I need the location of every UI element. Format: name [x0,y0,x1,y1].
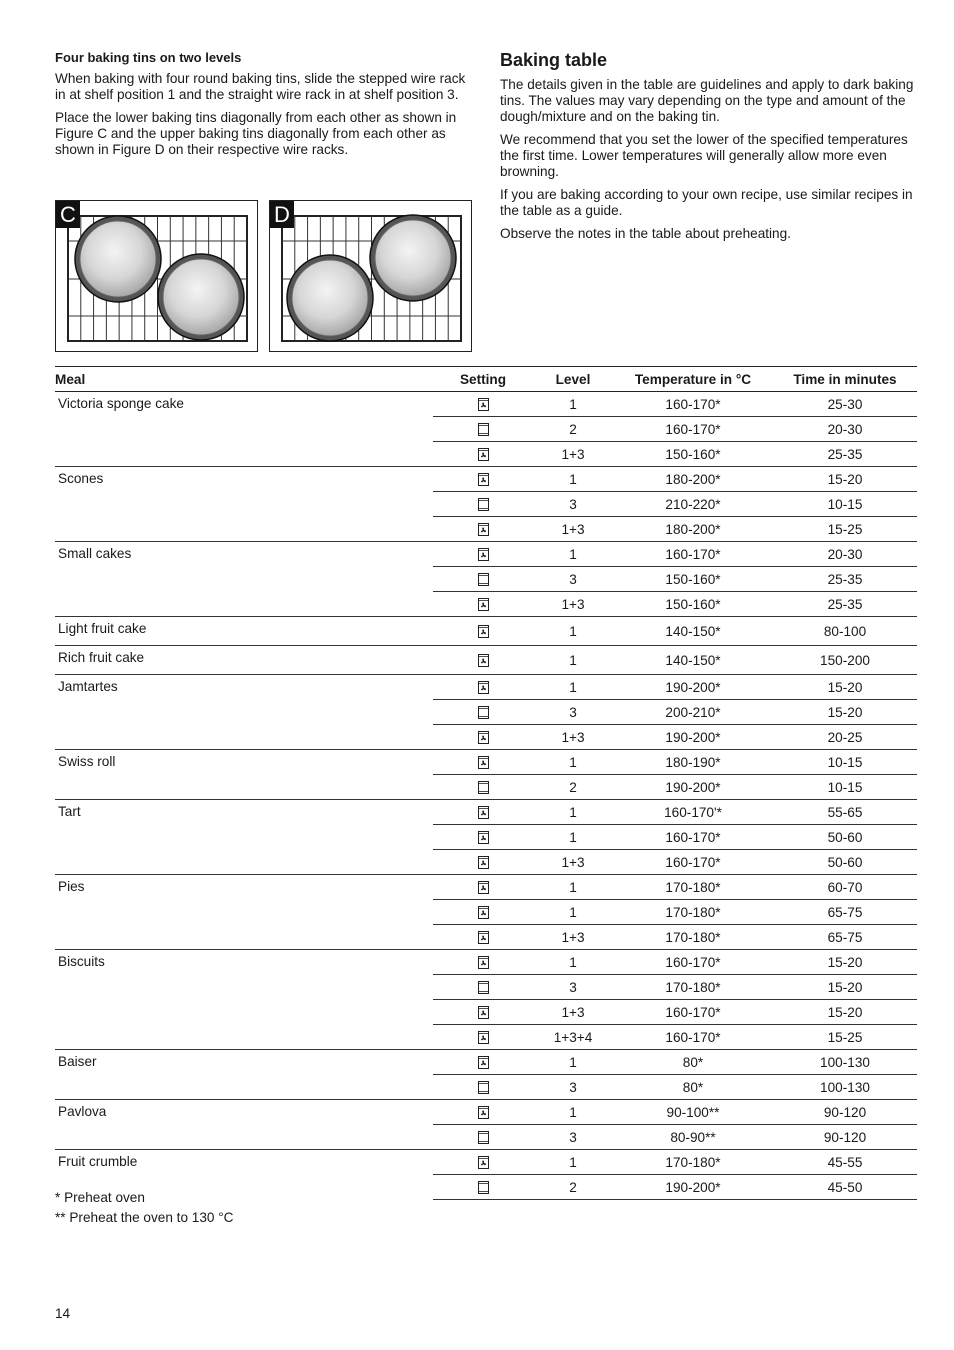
setting-cell [433,925,533,950]
time-cell: 15-20 [773,950,917,975]
meal-cell: Jamtartes [55,675,433,750]
level-cell: 1 [533,825,613,850]
level-cell: 1 [533,675,613,700]
time-cell: 15-20 [773,467,917,492]
footnote: * Preheat oven [55,1190,145,1205]
setting-cell [433,800,533,825]
top-bottom-heat-icon [478,706,489,719]
temperature-cell: 80* [613,1050,773,1075]
setting-cell [433,1025,533,1050]
baking-tin-base [163,259,239,335]
fan-icon [478,956,489,969]
fan-icon [478,598,489,611]
setting-cell [433,1175,533,1200]
figure-c [55,200,258,352]
level-cell: 2 [533,1175,613,1200]
time-cell: 150-200 [773,646,917,675]
top-bottom-heat-icon [478,423,489,436]
fan-icon [478,681,489,694]
temperature-cell: 160-170* [613,1025,773,1050]
level-cell: 1 [533,1150,613,1175]
temperature-cell: 180-190* [613,750,773,775]
time-cell: 45-55 [773,1150,917,1175]
level-cell: 2 [533,775,613,800]
page-title: Baking table [500,50,608,70]
temperature-cell: 170-180* [613,900,773,925]
temperature-cell: 160-170* [613,542,773,567]
temperature-cell: 150-160* [613,592,773,617]
temperature-cell: 160-170* [613,850,773,875]
fan-icon [478,1056,489,1069]
setting-cell [433,950,533,975]
time-cell: 20-25 [773,725,917,750]
level-cell: 1 [533,1050,613,1075]
top-bottom-heat-icon [478,1181,489,1194]
fan-icon [478,1031,489,1044]
time-cell: 25-35 [773,567,917,592]
table-row [55,646,917,675]
figure-label: D [270,201,294,228]
setting-cell [433,675,533,700]
setting-cell [433,1125,533,1150]
time-cell: 100-130 [773,1050,917,1075]
setting-cell [433,1100,533,1125]
table-row [55,675,917,700]
temperature-cell: 180-200* [613,467,773,492]
temperature-cell: 200-210* [613,700,773,725]
meal-cell: Tart [55,800,433,875]
paragraph: We recommend that you set the lower of the specified temperatures the first time. Lower temperatures will generally allow more even browning. [500,132,908,179]
fan-icon [478,1106,489,1119]
table-row [55,875,917,900]
setting-cell [433,825,533,850]
level-cell: 3 [533,567,613,592]
time-cell: 15-25 [773,1025,917,1050]
fan-icon [478,398,489,411]
top-bottom-heat-icon [478,981,489,994]
temperature-cell: 190-200* [613,775,773,800]
temperature-cell: 190-200* [613,675,773,700]
fan-icon [478,1156,489,1169]
level-cell: 3 [533,492,613,517]
level-cell: 1 [533,617,613,646]
time-cell: 45-50 [773,1175,917,1200]
fan-icon [478,523,489,536]
setting-cell [433,567,533,592]
setting-cell [433,1150,533,1175]
section-heading: Four baking tins on two levels [55,50,242,65]
setting-cell [433,850,533,875]
time-cell: 90-120 [773,1125,917,1150]
temperature-cell: 140-150* [613,646,773,675]
fan-icon [478,1006,489,1019]
temperature-cell: 150-160* [613,442,773,467]
fan-icon [478,806,489,819]
setting-cell [433,392,533,417]
time-cell: 10-15 [773,750,917,775]
table-row [55,800,917,825]
meal-cell: Pavlova [55,1100,433,1150]
time-cell: 60-70 [773,875,917,900]
baking-tin-base [292,260,368,336]
table-row [55,542,917,567]
header-time: Time in minutes [773,367,917,392]
right-column [500,50,920,249]
setting-cell [433,417,533,442]
temperature-cell: 150-160* [613,567,773,592]
figure-label: C [56,201,80,228]
temperature-cell: 180-200* [613,517,773,542]
time-cell: 50-60 [773,825,917,850]
time-cell: 25-35 [773,442,917,467]
temperature-cell: 160-170* [613,950,773,975]
fan-icon [478,831,489,844]
level-cell: 1+3 [533,592,613,617]
figure-d [269,200,472,352]
level-cell: 1+3 [533,517,613,542]
setting-cell [433,517,533,542]
rack-illustration-c [56,201,259,353]
meal-cell: Victoria sponge cake [55,392,433,467]
meal-cell: Light fruit cake [55,617,433,646]
time-cell: 10-15 [773,775,917,800]
meal-cell: Scones [55,467,433,542]
time-cell: 65-75 [773,925,917,950]
top-bottom-heat-icon [478,781,489,794]
time-cell: 15-20 [773,700,917,725]
time-cell: 25-35 [773,592,917,617]
level-cell: 1 [533,900,613,925]
level-cell: 3 [533,1075,613,1100]
level-cell: 2 [533,417,613,442]
setting-cell [433,900,533,925]
fan-icon [478,473,489,486]
temperature-cell: 160-170* [613,825,773,850]
setting-cell [433,1075,533,1100]
level-cell: 3 [533,700,613,725]
left-column [55,50,475,165]
paragraph: Observe the notes in the table about preheating. [500,226,791,241]
top-bottom-heat-icon [478,573,489,586]
paragraph: If you are baking according to your own recipe, use similar recipes in the table as a guide. [500,187,913,218]
meal-cell: Baiser [55,1050,433,1100]
fan-icon [478,654,489,667]
header-meal: Meal [55,367,433,392]
time-cell: 20-30 [773,542,917,567]
time-cell: 20-30 [773,417,917,442]
rack-illustration-d [270,201,473,353]
fan-icon [478,548,489,561]
level-cell: 1 [533,950,613,975]
baking-table [55,366,917,1200]
temperature-cell: 190-200* [613,725,773,750]
temperature-cell: 90-100** [613,1100,773,1125]
level-cell: 1 [533,800,613,825]
setting-cell [433,875,533,900]
meal-cell: Swiss roll [55,750,433,800]
time-cell: 100-130 [773,1075,917,1100]
fan-icon [478,731,489,744]
top-bottom-heat-icon [478,1131,489,1144]
fan-icon [478,448,489,461]
time-cell: 15-20 [773,1000,917,1025]
setting-cell [433,467,533,492]
temperature-cell: 160-170* [613,417,773,442]
fan-icon [478,856,489,869]
page-number: 14 [55,1306,71,1321]
level-cell: 1 [533,392,613,417]
time-cell: 25-30 [773,392,917,417]
setting-cell [433,1000,533,1025]
time-cell: 90-120 [773,1100,917,1125]
header-temperature: Temperature in °C [613,367,773,392]
temperature-cell: 80* [613,1075,773,1100]
level-cell: 1 [533,467,613,492]
level-cell: 1+3 [533,850,613,875]
level-cell: 1+3 [533,925,613,950]
level-cell: 1 [533,750,613,775]
meal-cell: Small cakes [55,542,433,617]
temperature-cell: 210-220* [613,492,773,517]
level-cell: 3 [533,1125,613,1150]
setting-cell [433,442,533,467]
temperature-cell: 170-180* [613,875,773,900]
temperature-cell: 190-200* [613,1175,773,1200]
setting-cell [433,725,533,750]
table-row [55,750,917,775]
setting-cell [433,617,533,646]
top-bottom-heat-icon [478,1081,489,1094]
setting-cell [433,1050,533,1075]
table-row [55,392,917,417]
level-cell: 1 [533,646,613,675]
paragraph: The details given in the table are guidelines and apply to dark baking tins. The values may vary depending on the type and amount of the dough/mixture and on the baking tin. [500,77,914,124]
level-cell: 1 [533,1100,613,1125]
temperature-cell: 160-170'* [613,800,773,825]
temperature-cell: 140-150* [613,617,773,646]
temperature-cell: 170-180* [613,925,773,950]
level-cell: 3 [533,975,613,1000]
time-cell: 15-20 [773,975,917,1000]
header-setting: Setting [433,367,533,392]
time-cell: 10-15 [773,492,917,517]
time-cell: 50-60 [773,850,917,875]
meal-cell: Fruit crumble [55,1150,433,1200]
level-cell: 1+3 [533,725,613,750]
baking-tin-base [375,220,451,296]
setting-cell [433,750,533,775]
temperature-cell: 170-180* [613,1150,773,1175]
time-cell: 55-65 [773,800,917,825]
level-cell: 1+3+4 [533,1025,613,1050]
meal-cell: Rich fruit cake [55,646,433,675]
setting-cell [433,700,533,725]
level-cell: 1 [533,875,613,900]
paragraph: When baking with four round baking tins, slide the stepped wire rack in at shelf position 1 and the straight wire rack in at shelf position 3. [55,71,466,102]
footnote: ** Preheat the oven to 130 °C [55,1210,234,1225]
paragraph: Place the lower baking tins diagonally from each other as shown in Figure C and the upper baking tins diagonally from each other as shown in Figure D on their respective wire racks. [55,110,457,157]
table-row [55,1050,917,1075]
temperature-cell: 170-180* [613,975,773,1000]
footnotes [55,1188,234,1228]
table-row [55,467,917,492]
table-header-row [55,367,917,392]
top-bottom-heat-icon [478,498,489,511]
time-cell: 65-75 [773,900,917,925]
table-row [55,1150,917,1175]
setting-cell [433,646,533,675]
time-cell: 15-25 [773,517,917,542]
setting-cell [433,592,533,617]
table-row [55,950,917,975]
level-cell: 1 [533,542,613,567]
fan-icon [478,931,489,944]
fan-icon [478,906,489,919]
meal-cell: Pies [55,875,433,950]
baking-tin-base [80,221,156,297]
temperature-cell: 80-90** [613,1125,773,1150]
fan-icon [478,756,489,769]
level-cell: 1+3 [533,442,613,467]
setting-cell [433,492,533,517]
time-cell: 15-20 [773,675,917,700]
setting-cell [433,975,533,1000]
fan-icon [478,625,489,638]
header-level: Level [533,367,613,392]
time-cell: 80-100 [773,617,917,646]
setting-cell [433,542,533,567]
table-row [55,1100,917,1125]
meal-cell: Biscuits [55,950,433,1050]
temperature-cell: 160-170* [613,392,773,417]
fan-icon [478,881,489,894]
level-cell: 1+3 [533,1000,613,1025]
temperature-cell: 160-170* [613,1000,773,1025]
setting-cell [433,775,533,800]
table-row [55,617,917,646]
